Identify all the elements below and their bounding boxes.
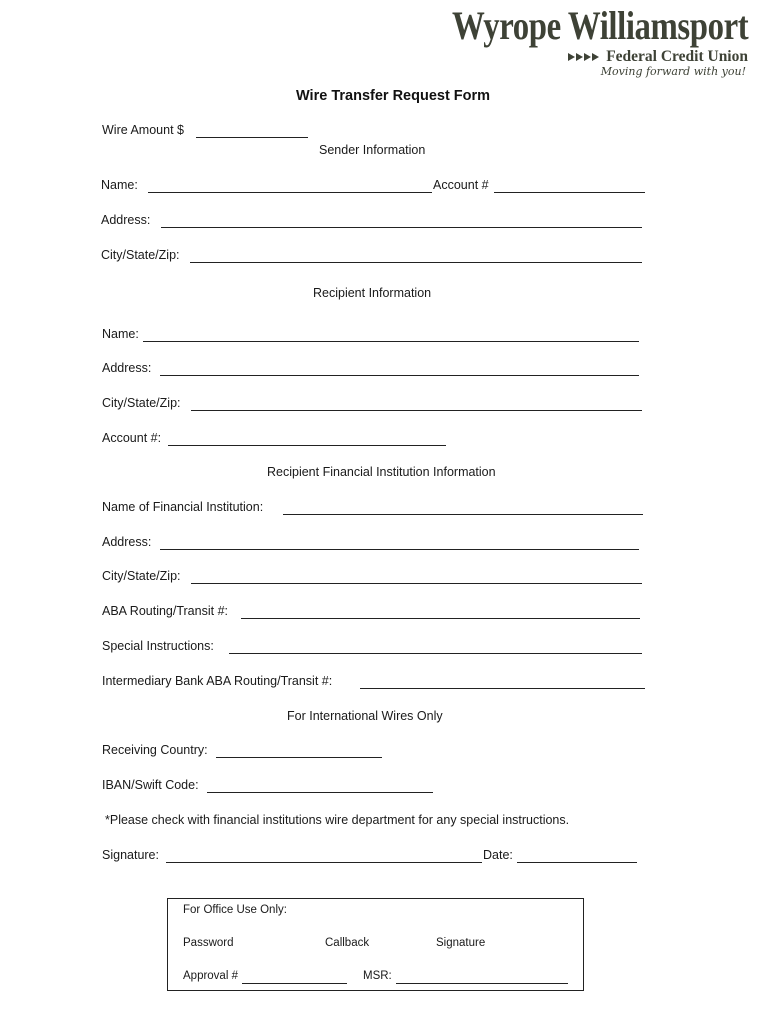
aba-routing-field[interactable] [241, 618, 640, 619]
recipient-account-field[interactable] [168, 445, 446, 446]
logo-subtitle-text: Federal Credit Union [606, 48, 748, 65]
institution-address-field[interactable] [160, 549, 639, 550]
logo-tagline: Moving forward with you! [600, 65, 746, 78]
receiving-country-label: Receiving Country: [102, 743, 208, 757]
intermediary-aba-field[interactable] [360, 688, 645, 689]
sender-address-label: Address: [101, 213, 151, 227]
wire-amount-label: Wire Amount $ [102, 123, 184, 137]
recipient-account-label: Account #: [102, 431, 162, 445]
international-heading: For International Wires Only [287, 709, 443, 723]
institution-city-label: City/State/Zip: [102, 569, 181, 583]
signature-label: Signature: [102, 848, 159, 862]
signature-field[interactable] [166, 862, 482, 863]
institution-city-field[interactable] [191, 583, 642, 584]
date-label: Date: [483, 848, 513, 862]
special-instructions-label: Special Instructions: [102, 639, 214, 653]
sender-city-field[interactable] [190, 262, 642, 263]
special-instructions-note: *Please check with financial institutions wire department for any special instructions. [105, 813, 570, 827]
sender-name-label: Name: [101, 178, 138, 192]
institution-address-label: Address: [102, 535, 152, 549]
special-instructions-field[interactable] [229, 653, 642, 654]
date-field[interactable] [517, 862, 637, 863]
sender-address-field[interactable] [161, 227, 642, 228]
sender-account-label: Account # [433, 178, 489, 192]
intermediary-aba-label: Intermediary Bank ABA Routing/Transit #: [102, 674, 333, 688]
office-signature-label: Signature [436, 937, 486, 949]
sender-heading: Sender Information [319, 143, 426, 157]
logo-name: Wyrope Williamsport [451, 3, 748, 48]
logo [408, 2, 748, 82]
office-approval-field[interactable] [242, 983, 347, 984]
wire-amount-field[interactable] [196, 137, 308, 138]
form-title: Wire Transfer Request Form [296, 88, 491, 104]
sender-name-field[interactable] [148, 192, 432, 193]
institution-name-field[interactable] [283, 514, 643, 515]
recipient-address-label: Address: [102, 361, 152, 375]
arrows-icon [568, 53, 600, 61]
institution-heading: Recipient Financial Institution Information [267, 465, 496, 479]
office-msr-label: MSR: [363, 970, 392, 982]
recipient-name-field[interactable] [143, 341, 639, 342]
office-approval-label: Approval # [183, 970, 238, 982]
recipient-address-field[interactable] [160, 375, 639, 376]
iban-swift-label: IBAN/Swift Code: [102, 778, 199, 792]
office-callback-label: Callback [325, 937, 370, 949]
sender-city-label: City/State/Zip: [101, 248, 180, 262]
office-password-label: Password [183, 937, 234, 949]
recipient-heading: Recipient Information [313, 286, 432, 300]
sender-account-field[interactable] [494, 192, 645, 193]
recipient-city-field[interactable] [191, 410, 642, 411]
office-use-box [167, 898, 584, 991]
iban-swift-field[interactable] [207, 792, 433, 793]
office-msr-field[interactable] [396, 983, 568, 984]
aba-routing-label: ABA Routing/Transit #: [102, 604, 228, 618]
office-use-heading: For Office Use Only: [183, 904, 287, 916]
receiving-country-field[interactable] [216, 757, 382, 758]
institution-name-label: Name of Financial Institution: [102, 500, 264, 514]
recipient-city-label: City/State/Zip: [102, 396, 181, 410]
recipient-name-label: Name: [102, 327, 139, 341]
logo-subtitle [568, 48, 748, 66]
